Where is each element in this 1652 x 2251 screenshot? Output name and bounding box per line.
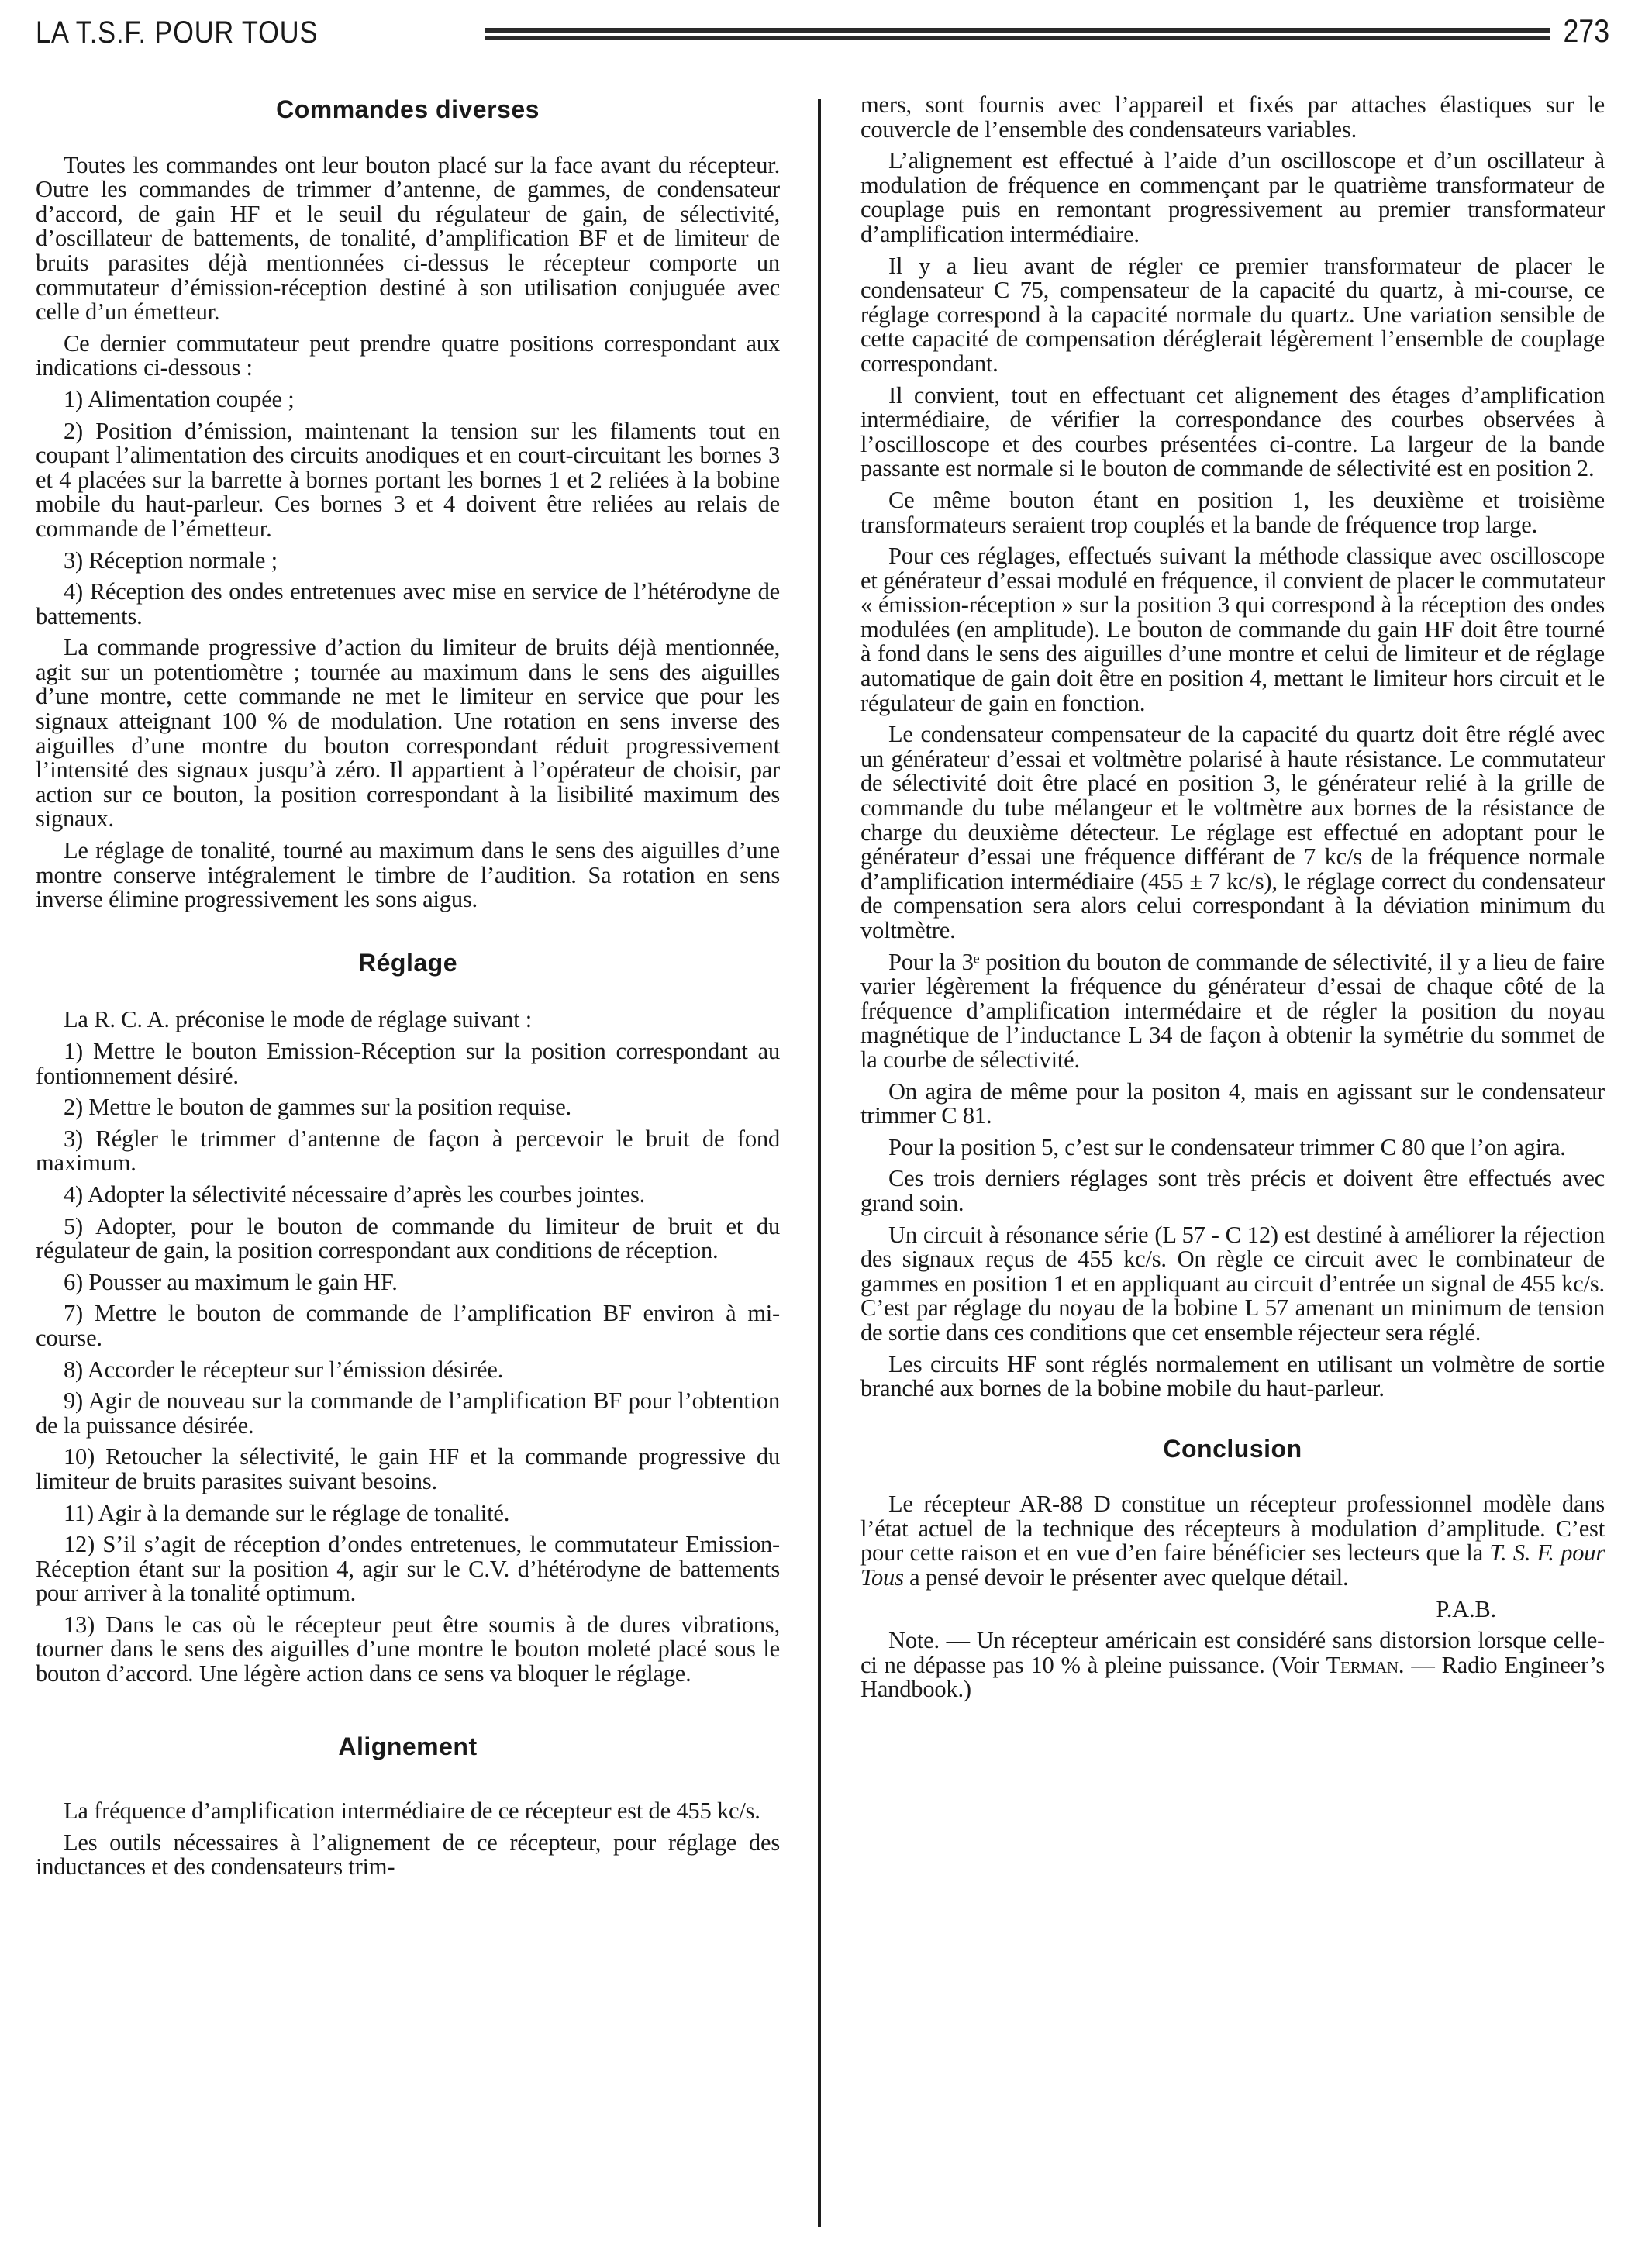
conclusion-text: Le récepteur AR-88 D constitue un récepteur professionnel modèle dans l’état actuel de la technique des récepteurs à modulation d’amplitude. C’est pour cette raison et en vue d’en faire bénéficier ses lecteurs que la <box>860 1491 1605 1567</box>
list-item: 11) Agir à la demande sur le réglage de tonalité. <box>64 1499 510 1526</box>
paragraph: La fréquence d’amplification intermédiaire de ce récepteur est de 455 kc/s. <box>64 1798 760 1825</box>
paragraph: Pour la 3ᵉ position du bouton de commande de sélectivité, il y a lieu de faire varier légèrement la fréquence du générateur d’essai de chaque côté de la fréquence d’amplification intermédaire et de régler la position du noyau magnétique de l’inductance L 34 de façon à obtenir la symétrie du sommet de la courbe de sélectivité. <box>860 948 1605 1073</box>
author-signature: P.A.B. <box>1436 1595 1496 1622</box>
section-title-conclusion: Conclusion <box>1163 1434 1302 1463</box>
list-item: 4) Réception des ondes entretenues avec mise en service de l’hétérodyne de battements. <box>36 578 780 629</box>
note-text: Note. — Un récepteur américain est considéré sans distorsion lorsque celle-ci ne dépasse pas 10 % à pleine puissance. (Voir <box>860 1627 1605 1678</box>
paragraph: Ces trois derniers réglages sont très précis et doivent être effectués avec grand soin. <box>860 1165 1605 1216</box>
paragraph: Les circuits HF sont réglés normalement en utilisant un volmètre de sortie branché aux bornes de la bobine mobile du haut-parleur. <box>860 1350 1605 1402</box>
paragraph: La commande progressive d’action du limiteur de bruits déjà mentionnée, agit sur un potentiomètre ; tournée au maximum dans le sens des aiguilles d’une montre, cette commande ne met le limiteur en service que pour les signaux atteignant 100 % de modulation. Une rotation en sens inverse des aiguilles d’une montre du bouton correspondant réduit progressivement l’intensité des signaux jusqu’à zéro. Il appartient à l’opérateur de choisir, par action sur ce bouton, la position correspondant à la lisibilité maximum des signaux. <box>36 634 780 832</box>
journal-masthead: LA T.S.F. POUR TOUS <box>36 15 319 50</box>
paragraph: Il y a lieu avant de régler ce premier transformateur de placer le condensateur C 75, compensateur de la capacité du quartz, à mi-course, ce réglage correspond à la capacité normale du quartz. Une variation sensible de cette capacité de compensation déréglerait légèrement l’ensemble de couplage correspondant. <box>860 252 1605 377</box>
list-item: 1) Mettre le bouton Emission-Réception sur la position correspondant au fontionnement désiré. <box>36 1038 780 1089</box>
note-text-end: . — Radio Engineer’s Handbook.) <box>860 1651 1605 1703</box>
paragraph: Pour la position 5, c’est sur le condensateur trimmer C 80 que l’on agira. <box>888 1133 1566 1160</box>
list-item: 2) Position d’émission, maintenant la tension sur les filaments tout en coupant l’alimentation des circuits anodiques et en court-circuitant les bornes 3 et 4 placées sur la barrette à bornes portant les bornes 1 et 2 reliées à la bobine mobile du haut-parleur. Ces bornes 3 et 4 doivent être reliées au relais de commande de l’émetteur. <box>36 417 780 542</box>
paragraph: Il convient, tout en effectuant cet alignement des étages d’amplification intermédiaire, de vérifier la correspondance des courbes observées à l’oscilloscope et des courbes présentées ci-contre. La largeur de la bande passante est normale si le bouton de commande de sélectivité est en position 2. <box>860 381 1605 482</box>
right-column <box>860 93 1605 1709</box>
header-rule-bottom <box>485 36 1550 40</box>
footnote <box>860 1629 1605 1702</box>
conclusion-paragraph <box>860 1492 1605 1590</box>
running-header <box>36 9 1609 56</box>
left-column <box>36 87 780 1887</box>
list-item: 4) Adopter la sélectivité nécessaire d’après les courbes jointes. <box>64 1181 646 1208</box>
list-item: 13) Dans le cas où le récepteur peut être soumis à de dures vibrations, tourner dans le sens des aiguilles d’une montre le bouton moleté placé sous le bouton d’accord. Une légère action dans ce sens va bloquer le réglage. <box>36 1611 780 1687</box>
journal-title-italic: T. S. F. pour Tous <box>860 1539 1605 1591</box>
list-item: 6) Pousser au maximum le gain HF. <box>64 1268 398 1295</box>
list-item: 3) Régler le trimmer d’antenne de façon à percevoir le bruit de fond maximum. <box>36 1125 780 1177</box>
header-rule-top <box>485 28 1550 33</box>
section-title-alignement: Alignement <box>338 1732 478 1760</box>
conclusion-text-end: a pensé devoir le présenter avec quelque détail. <box>903 1564 1349 1591</box>
list-item: 2) Mettre le bouton de gammes sur la position requise. <box>64 1094 571 1121</box>
list-item: 12) S’il s’agit de réception d’ondes entretenues, le commutateur Emission-Réception étant sur la position 4, agir sur le C.V. d’hétérodyne de battements pour arriver à la tonalité optimum. <box>36 1531 780 1607</box>
paragraph: La R. C. A. préconise le mode de réglage suivant : <box>64 1006 533 1033</box>
column-divider-rule <box>818 99 821 2227</box>
paragraph: Le condensateur compensateur de la capacité du quartz doit être réglé avec un générateur d’essai et voltmètre polarisé à haute résistance. Le commutateur de sélectivité doit être placé en position 3, le générateur relié à la grille de commande du tube mélangeur et le voltmètre aux bornes de la résistance de charge du deuxième détecteur. Le réglage est effectué en adoptant pour le générateur d’essai une fréquence différant de 7 kc/s de la fréquence normale d’amplification intermédiaire (455 ± 7 kc/s), le réglage correct du condensateur de compensation sera alors celui correspondant à la déviation minimum du voltmètre. <box>860 721 1605 943</box>
section-title-commandes-diverses: Commandes diverses <box>276 95 540 123</box>
list-item: 8) Accorder le récepteur sur l’émission désirée. <box>64 1356 504 1383</box>
section-title-reglage: Réglage <box>358 948 457 977</box>
paragraph: On agira de même pour la positon 4, mais en agissant sur le condensateur trimmer C 81. <box>860 1077 1605 1129</box>
page-number: 273 <box>1563 12 1609 49</box>
cited-author: Terman <box>1326 1651 1399 1678</box>
list-item: 3) Réception normale ; <box>64 546 278 574</box>
paragraph: Ce dernier commutateur peut prendre quatre positions correspondant aux indications ci-dessous : <box>36 329 780 381</box>
paragraph: Ce même bouton étant en position 1, les deuxième et troisième transformateurs seraient trop couplés et la bande de fréquence trop large. <box>860 486 1605 538</box>
list-item: 9) Agir de nouveau sur la commande de l’amplification BF pour l’obtention de la puissance désirée. <box>36 1387 780 1439</box>
paragraph: Pour ces réglages, effectués suivant la méthode classique avec oscilloscope et générateur d’essai modulé en fréquence, il convient de placer le commutateur « émission-réception » sur la position 3 qui correspond à la réception des ondes modulées (en amplitude). Le bouton de commande du gain HF doit être tourné à fond dans le sens des aiguilles d’une montre et celui de limiteur et de réglage automatique de gain doit être en position 4, mettant le limiteur hors circuit et le régulateur de gain en fonction. <box>860 543 1605 716</box>
paragraph: Un circuit à résonance série (L 57 - C 12) est destiné à améliorer la réjection des signaux reçus de 455 kc/s. On règle ce circuit avec le combinateur de gammes en position 1 et en appliquant au circuit d’entrée un signal de 455 kc/s. C’est par réglage du noyau de la bobine L 57 amenant un minimum de tension de sortie dans ces conditions que cet ensemble réjecteur sera réglé. <box>860 1221 1605 1346</box>
paragraph-continuation: mers, sont fournis avec l’appareil et fixés par attaches élastiques sur le couvercle de l’ensemble des condensateurs variables. <box>860 91 1605 143</box>
paragraph: Le réglage de tonalité, tourné au maximum dans le sens des aiguilles d’une montre conserve intégralement le timbre de l’audition. Sa rotation en sens inverse élimine progressivement les sons aigus. <box>36 837 780 913</box>
header-double-rule <box>485 28 1550 40</box>
paragraph: Toutes les commandes ont leur bouton placé sur la face avant du récepteur. Outre les commandes de trimmer d’antenne, de gammes, de condensateur d’accord, de gain HF et le seuil du régulateur de gain, de sélectivité, d’oscillateur de battements, de tonalité, d’amplification BF et de limiteur de bruits parasites déjà mentionnées ci-dessus le récepteur comporte un commutateur d’émission-réception destiné à son utilisation conjuguée avec celle d’un émetteur. <box>36 151 780 326</box>
list-item: 5) Adopter, pour le bouton de commande du limiteur de bruit et du régulateur de gain, la position correspondant aux conditions de réception. <box>36 1212 780 1264</box>
list-item: 10) Retoucher la sélectivité, le gain HF et la commande progressive du limiteur de bruits parasites suivant besoins. <box>36 1443 780 1494</box>
paragraph: Les outils nécessaires à l’alignement de ce récepteur, pour réglage des inductances et des condensateurs trim- <box>36 1829 780 1880</box>
list-item: 1) Alimentation coupée ; <box>64 385 295 412</box>
list-item: 7) Mettre le bouton de commande de l’amplification BF environ à mi-course. <box>36 1300 780 1351</box>
paragraph: L’alignement est effectué à l’aide d’un oscilloscope et d’un oscillateur à modulation de fréquence en commençant par le quatrième transformateur de couplage puis en remontant progressivement au premier transformateur d’amplification intermédiaire. <box>860 147 1605 247</box>
